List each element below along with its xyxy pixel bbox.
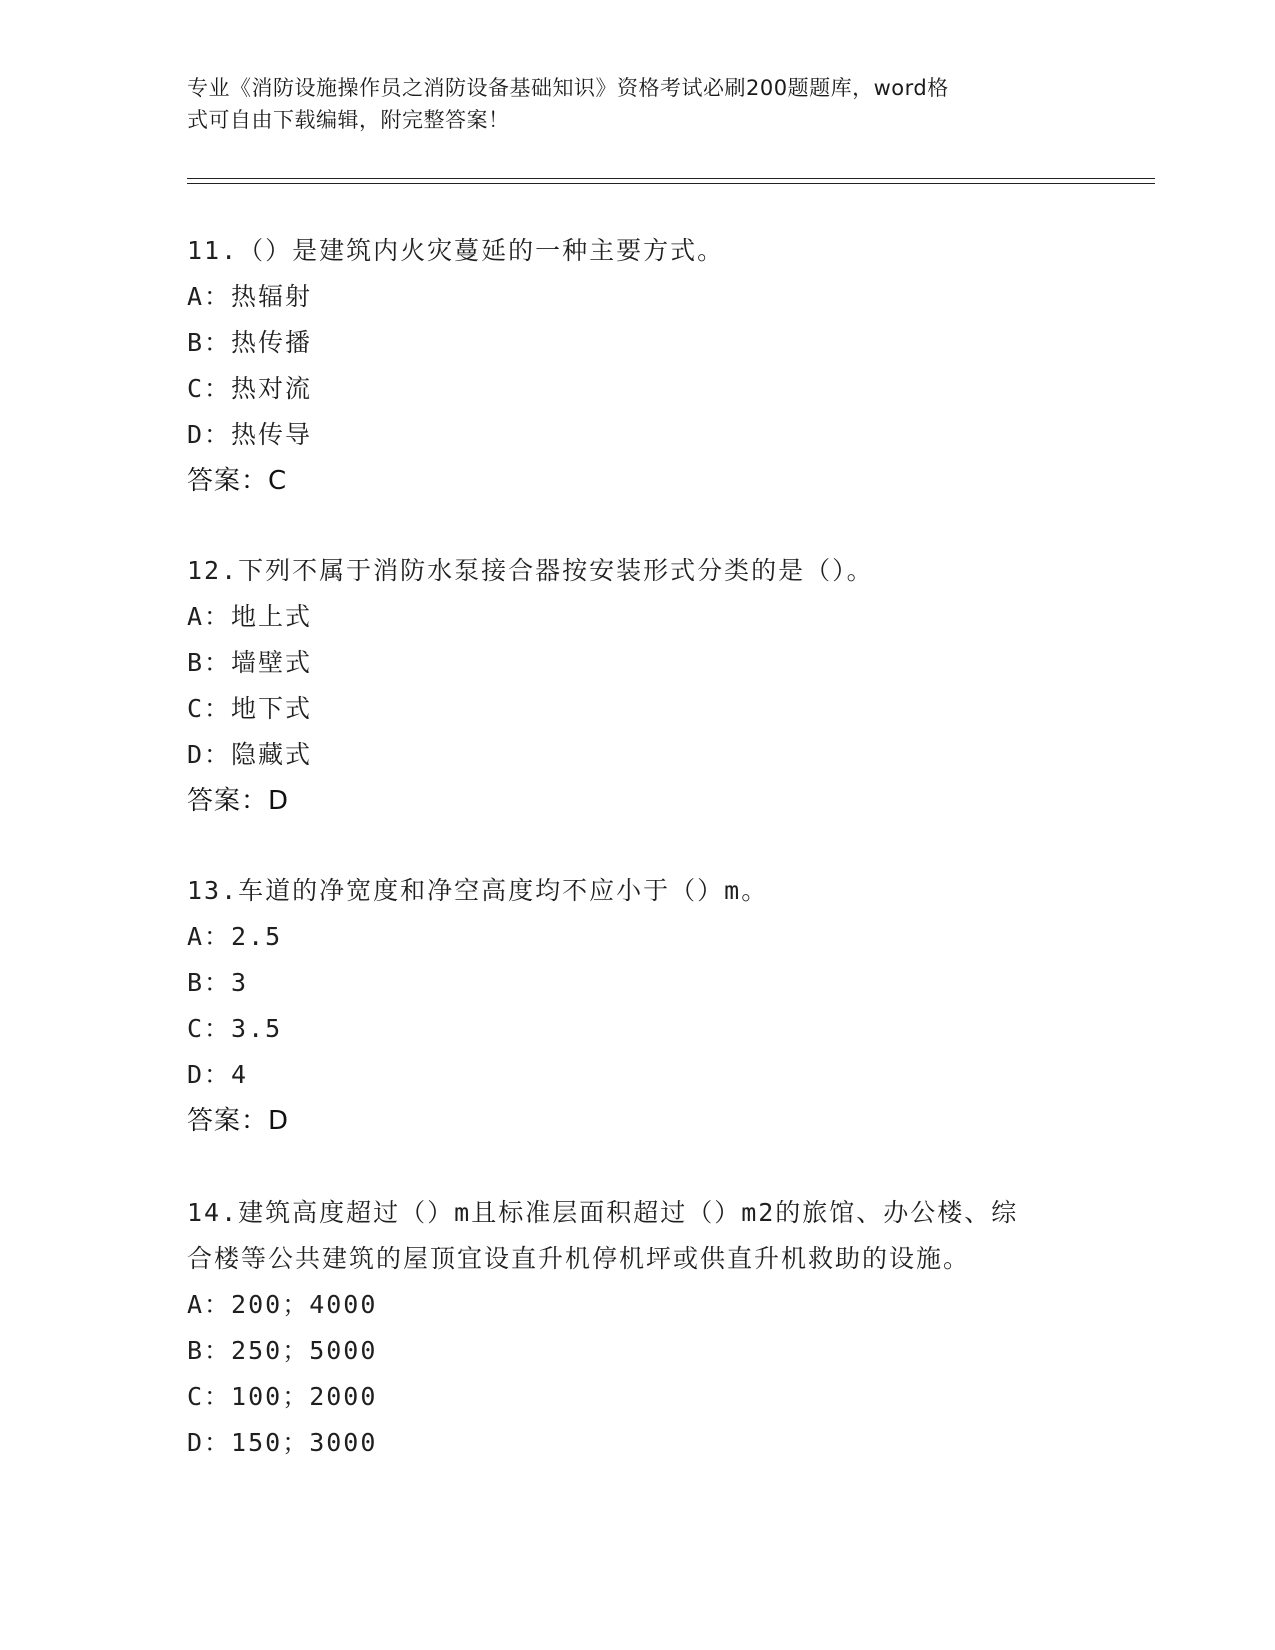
question-stem: 13.车道的净宽度和净空高度均不应小于（）m。 xyxy=(187,876,769,905)
header-divider-bottom xyxy=(187,183,1155,184)
question-stem xyxy=(187,1190,1087,1282)
option-d: D：隐藏式 xyxy=(187,740,313,769)
option-b: B：250；5000 xyxy=(187,1336,378,1365)
header-divider-top xyxy=(187,178,1155,179)
option-d: D：4 xyxy=(187,1060,249,1089)
question-14 xyxy=(187,1190,1087,1466)
option-a: A：2.5 xyxy=(187,922,283,951)
option-a: A：地上式 xyxy=(187,602,313,631)
option-c: C：地下式 xyxy=(187,694,313,723)
option-c: C：热对流 xyxy=(187,374,313,403)
option-b: B：热传播 xyxy=(187,328,313,357)
option-a: A：热辐射 xyxy=(187,282,313,311)
question-stem: 11.（）是建筑内火灾蔓延的一种主要方式。 xyxy=(187,236,725,265)
answer-label: 答案：D xyxy=(187,786,290,816)
option-b: B：墙壁式 xyxy=(187,648,313,677)
option-d: D：热传导 xyxy=(187,420,313,449)
option-b: B：3 xyxy=(187,968,249,997)
answer-label: 答案：D xyxy=(187,1106,290,1136)
header-line-1: 专业《消防设施操作员之消防设备基础知识》资格考试必刷200题题库，word格 xyxy=(187,76,949,100)
option-a: A：200；4000 xyxy=(187,1290,378,1319)
question-13 xyxy=(187,868,1087,1144)
question-12 xyxy=(187,548,1087,824)
document-header xyxy=(187,72,1067,136)
header-line-2: 式可自由下载编辑，附完整答案！ xyxy=(187,108,510,132)
question-stem-line-2: 合楼等公共建筑的屋顶宜设直升机停机坪或供直升机救助的设施。 xyxy=(187,1244,971,1273)
question-stem-line-1: 14.建筑高度超过（）m且标准层面积超过（）m2的旅馆、办公楼、综 xyxy=(187,1198,1019,1227)
question-11 xyxy=(187,228,1087,504)
question-stem: 12.下列不属于消防水泵接合器按安装形式分类的是（）。 xyxy=(187,556,874,585)
option-d: D：150；3000 xyxy=(187,1428,378,1457)
answer-label: 答案：C xyxy=(187,466,288,496)
option-c: C：3.5 xyxy=(187,1014,283,1043)
option-c: C：100；2000 xyxy=(187,1382,378,1411)
